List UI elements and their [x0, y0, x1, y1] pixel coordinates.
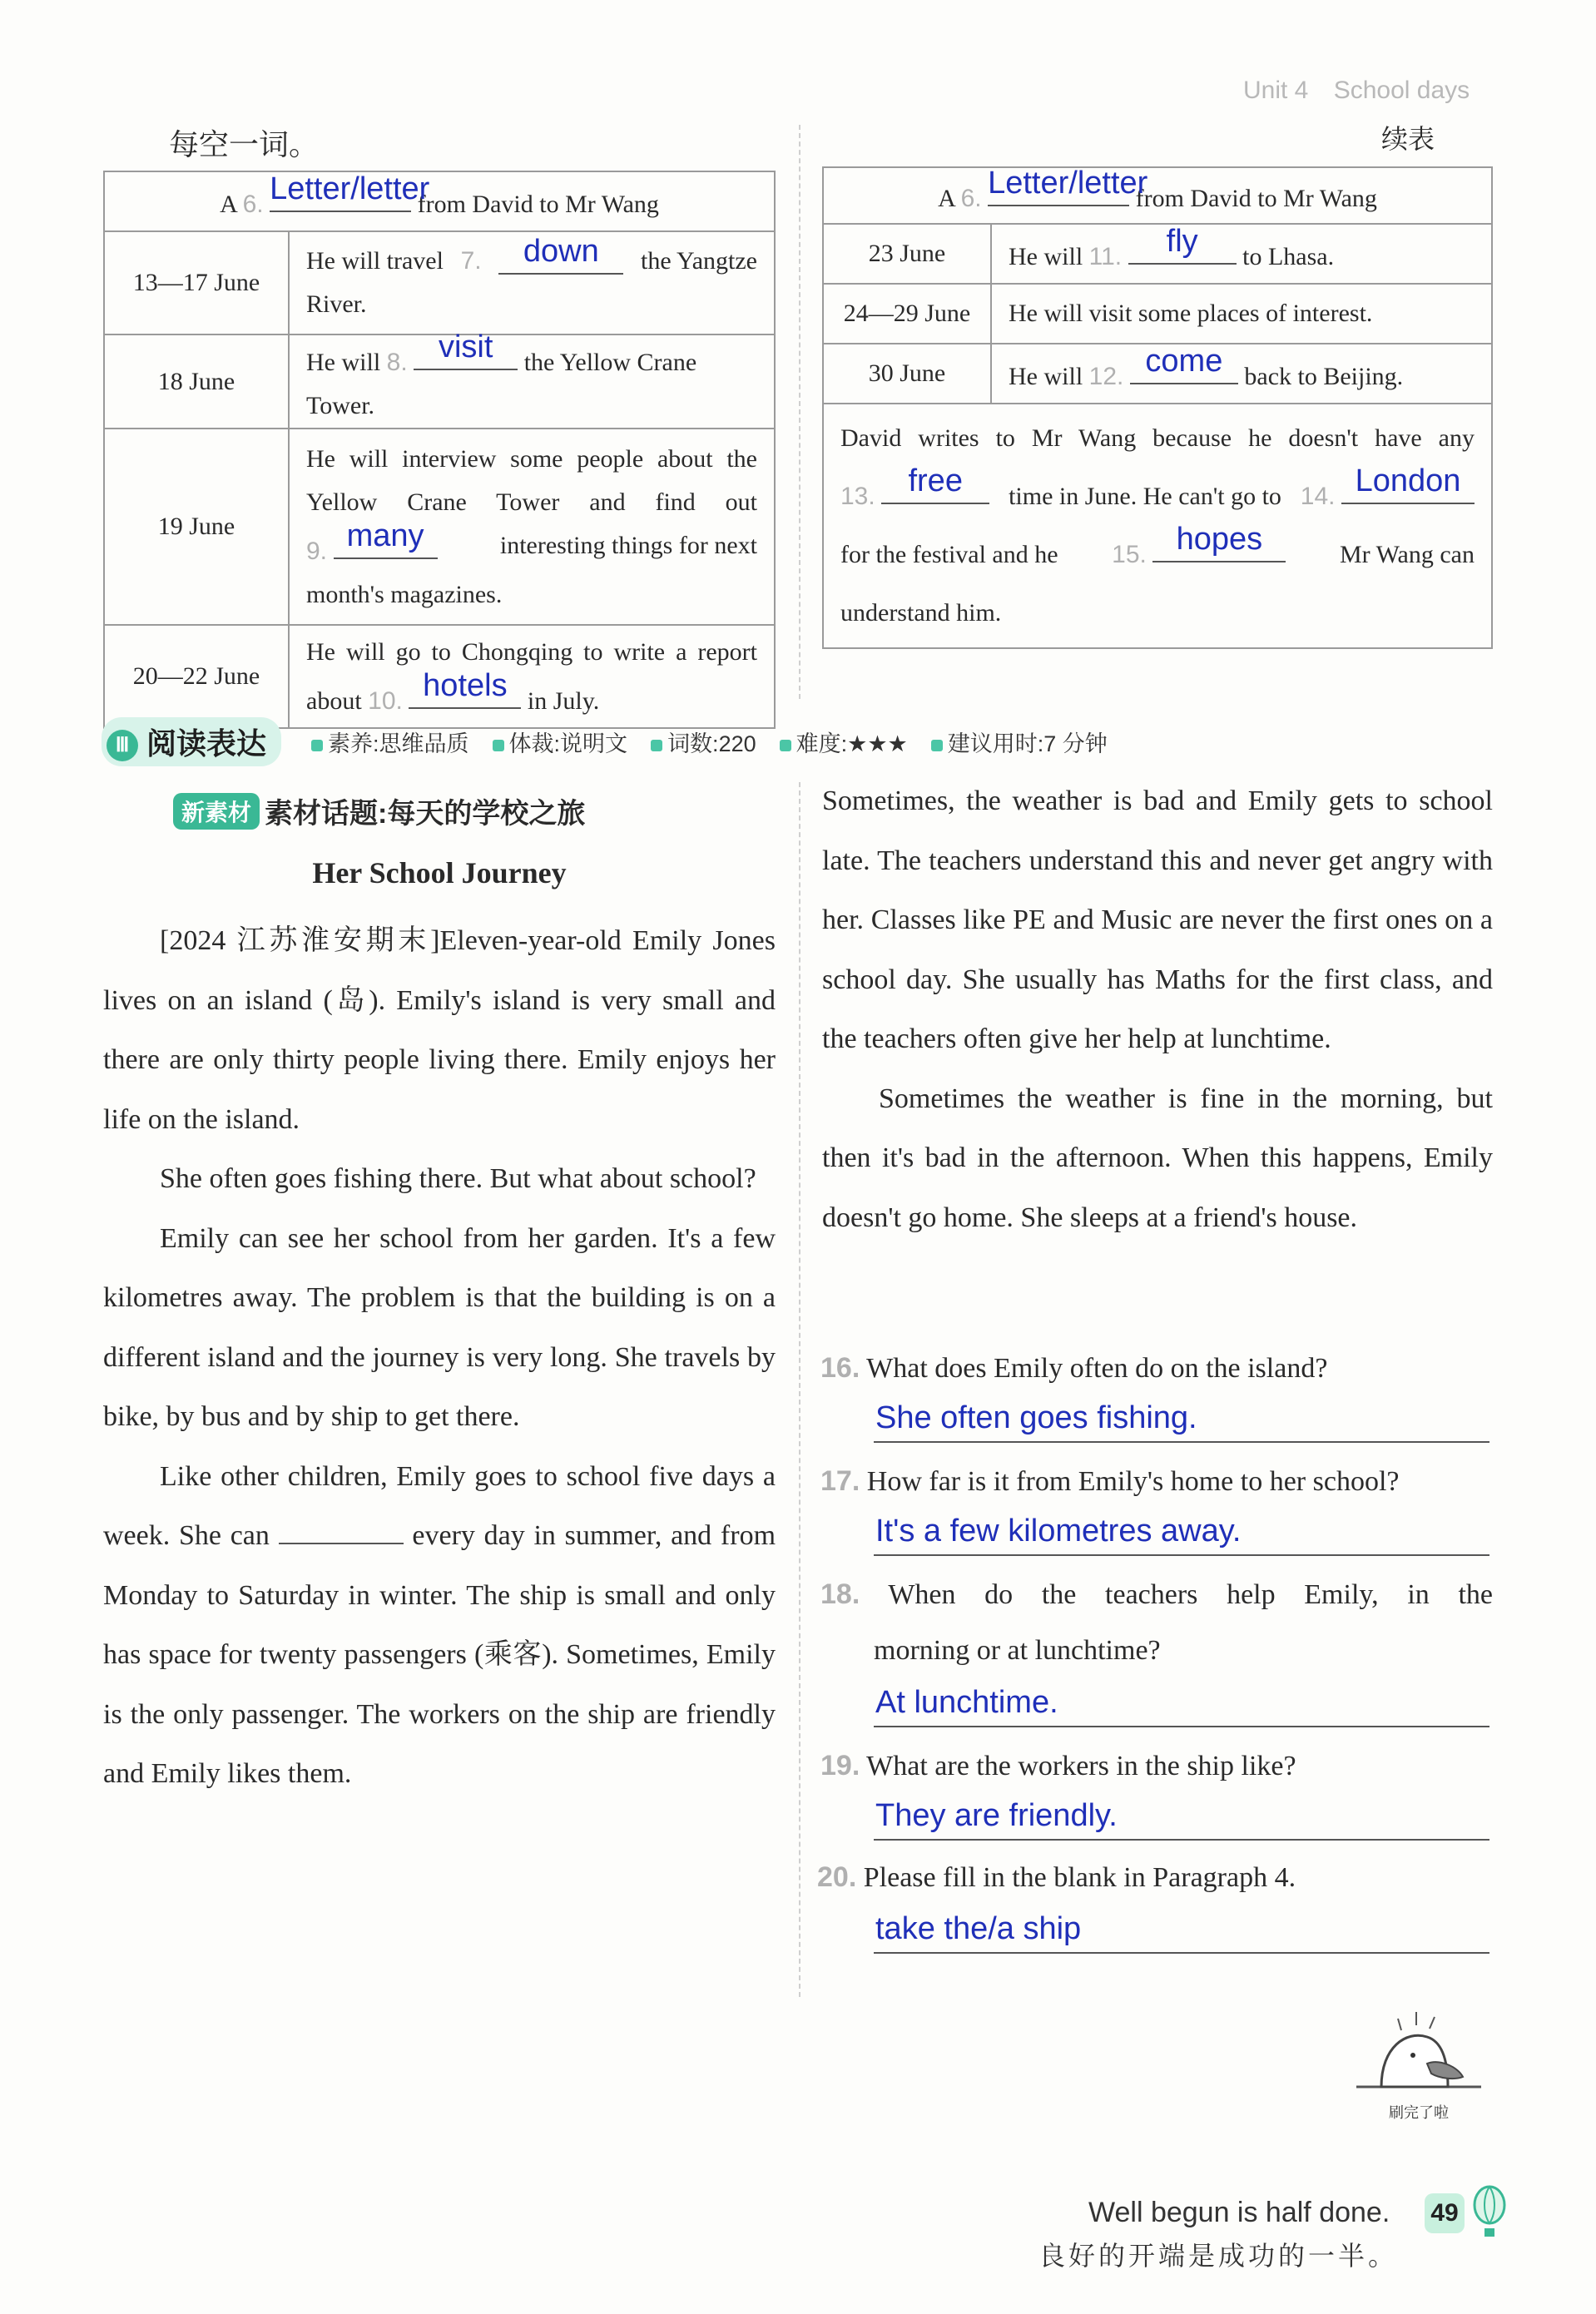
paragraph-4: Like other children, Emily goes to school five days a week. She can every day in summer, and from Monday to Saturday in winter. The ship is small and only has space for twenty passengers (乘客). Sometimes, Emily is the only passenger. The workers on the ship are friendly and Emily likes them. — [103, 1460, 776, 1789]
table-row: 20—22 June He will go to Chongqing to write a report about 10. hotels in July. — [104, 625, 775, 728]
answer-18[interactable]: At lunchtime. — [874, 1674, 1489, 1727]
article-source: [2024 江苏淮安期末] — [160, 925, 440, 956]
section-title-pill — [102, 717, 281, 766]
mascot-illustration — [1348, 1997, 1489, 2122]
answer-19[interactable]: They are friendly. — [874, 1787, 1489, 1841]
table-row: 13—17 June He will travel 7. down the Yangtze River. — [104, 231, 775, 334]
answer-16[interactable]: She often goes fishing. — [874, 1390, 1489, 1443]
column-divider-top — [799, 125, 800, 699]
unit-label: Unit 4 — [1243, 77, 1309, 104]
question-17: 17. How far is it from Emily's home to her school? — [820, 1465, 1400, 1497]
table-row: 23 June He will 11. fly to Lhasa. — [823, 224, 1492, 284]
footer-motto-cn: 良好的开端是成功的一半。 — [1038, 2240, 1399, 2272]
paragraph-3: Emily can see her school from her garden. It's a few kilometres away. The problem is that the building is on a different island and the journey is very long. She travels by bike, by bus and by ship to get there. — [103, 1222, 776, 1432]
mascot-caption: 刷完了啦 — [1389, 2104, 1449, 2122]
topic-badge: 新素材 — [173, 793, 260, 830]
paragraph-6: Sometimes the weather is fine in the morning, but then it's bad in the afternoon. When this happens, Emily doesn't go home. She sleeps at a friend's house. — [822, 1083, 1493, 1233]
table-row: 18 June He will 8. visit the Yellow Crane Tower. — [104, 334, 775, 429]
meta-word-count: 词数:220 — [651, 726, 756, 758]
section-title: 阅读表达 — [146, 726, 267, 761]
answer-20[interactable]: take the/a ship — [874, 1900, 1489, 1954]
question-19: 19. What are the workers in the ship like? — [820, 1750, 1296, 1781]
duck-icon — [1348, 1997, 1489, 2097]
unit-title: School days — [1333, 77, 1470, 104]
page-number: 49 — [1425, 2193, 1465, 2233]
meta-time: 建议用时:7 分钟 — [931, 726, 1108, 758]
article-title: Her School Journey — [312, 856, 567, 889]
answer-17[interactable]: It's a few kilometres away. — [874, 1503, 1489, 1556]
table-row: 24—29 June He will visit some places of interest. — [823, 284, 1492, 344]
continued-label: 续表 — [1381, 124, 1435, 154]
article-left-column — [103, 911, 776, 1804]
instruction: 每空一词。 — [169, 128, 320, 161]
topic-line — [173, 790, 585, 831]
column-divider-bottom — [799, 782, 800, 1997]
section-bar — [102, 717, 1108, 766]
question-18: 18. When do the teachers help Emily, in the — [820, 1578, 1493, 1610]
question-20: 20. Please fill in the blank in Paragraph 4. — [817, 1861, 1296, 1893]
table-row: 19 June He will interview some people about the Yellow Crane Tower and find out 9. many interesting things for next month's magazines. — [104, 429, 775, 625]
table-row: 30 June He will 12. come back to Beijing. — [823, 344, 1492, 404]
paragraph-5: Sometimes, the weather is bad and Emily gets to school late. The teachers understand this and never get angry with her. Classes like PE and Music are never the first ones on a school day. She usually has Maths for the first class, and the teachers often give her help at lunchtime. — [822, 785, 1493, 1054]
paragraph-2: She often goes fishing there. But what about school? — [160, 1163, 756, 1194]
right-table — [822, 166, 1493, 649]
meta-difficulty: 难度:★★★ — [780, 726, 908, 758]
left-table — [103, 171, 776, 729]
fill-blank — [279, 1518, 404, 1544]
section-number-badge: Ⅲ — [107, 730, 138, 761]
paragraph-1: [2024 江苏淮安期末]Eleven-year-old Emily Jones lives on an island (岛). Emily's island is very small and there are only thirty people living there. Emily enjoys her life on the island. — [103, 925, 776, 1135]
balloon-icon — [1471, 2185, 1508, 2244]
left-table-heading: A 6. Letter/letter from David to Mr Wang — [104, 171, 775, 231]
right-table-heading: A 6. Letter/letter from David to Mr Wang — [823, 167, 1492, 224]
question-16: 16. What does Emily often do on the island? — [820, 1352, 1328, 1384]
meta-genre: 体裁:说明文 — [493, 726, 628, 758]
question-18-line2: morning or at lunchtime? — [874, 1635, 1161, 1666]
footer-motto-en: Well begun is half done. — [1088, 2197, 1390, 2228]
article-right-column — [822, 771, 1493, 1247]
topic-text: 素材话题:每天的学校之旅 — [265, 798, 586, 830]
running-header — [1243, 77, 1470, 105]
meta-literacy: 素养:思维品质 — [311, 726, 469, 758]
table-row-summary: David writes to Mr Wang because he doesn't have any 13. free time in June. He can't go to 14. London for the festival and he 15. hopes Mr Wang can understand him. — [823, 404, 1492, 648]
